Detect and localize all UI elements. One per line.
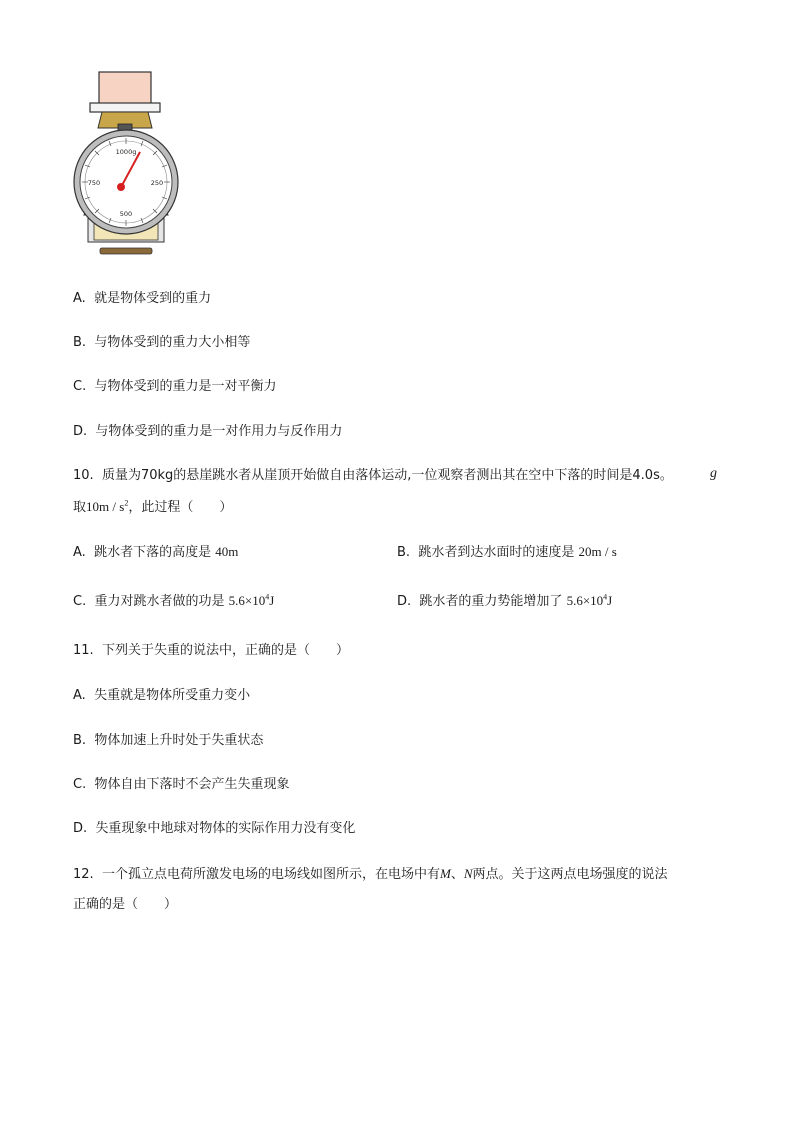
- q11-option-a: [73, 687, 250, 705]
- q9-option-d-text: 与物体受到的重力是一对作用力与反作用力: [95, 424, 343, 439]
- q9-option-d: [73, 423, 342, 441]
- q12-stem-line1: [73, 865, 668, 884]
- q10-option-d-value: 5.6×10: [566, 593, 604, 608]
- q10-option-d-unit: J: [607, 593, 613, 608]
- q9-option-a-text: 就是物体受到的重力: [94, 291, 212, 306]
- q10-option-c-text: 重力对跳水者做的功是: [94, 594, 225, 609]
- q9-option-c-text: 与物体受到的重力是一对平衡力: [94, 379, 277, 394]
- q10-stem-line1: [73, 467, 673, 485]
- q11-option-b-letter: B.: [73, 733, 87, 748]
- q9-option-c-letter: C.: [73, 379, 87, 394]
- q10-option-c-unit: J: [269, 593, 275, 608]
- dial-label-1000g: 1000g: [115, 148, 137, 156]
- q10-stem-line2: [73, 498, 232, 517]
- q10-option-d-text: 跳水者的重力势能增加了: [419, 594, 563, 609]
- q10-stem-prefix: 取: [73, 500, 87, 515]
- q9-option-b-letter: B.: [73, 335, 87, 350]
- q10-option-a-text: 跳水者下落的高度是: [94, 545, 212, 560]
- q10-option-b-letter: B.: [397, 545, 411, 560]
- q11-option-d: [73, 820, 355, 838]
- q10-option-d-sup: 4: [603, 592, 608, 602]
- q12-point-m: M: [439, 866, 451, 881]
- dial-label-250: 250: [150, 179, 164, 187]
- q12-stem-part1: 一个孤立点电荷所激发电场的电场线如图所示，在电场中有: [101, 867, 440, 882]
- q11-option-a-letter: A.: [73, 688, 86, 703]
- q12-stem-line2-text: 正确的是（ ）: [73, 897, 178, 912]
- q11-option-c-text: 物体自由下落时不会产生失重现象: [94, 777, 290, 792]
- q9-option-b: [73, 334, 250, 352]
- q9-option-a: [73, 290, 211, 308]
- q10-stem-suffix: ，此过程（ ）: [128, 500, 233, 515]
- q10-option-c: [73, 592, 274, 611]
- q9-option-c: [73, 378, 277, 396]
- q11-option-b: [73, 732, 263, 750]
- q10-option-a: [73, 543, 238, 562]
- q10-number: 10.: [73, 468, 94, 483]
- q10-g-value: 10m / s: [86, 499, 125, 514]
- q10-g-symbol: g: [710, 466, 717, 481]
- q12-stem-part2: 两点。关于这两点电场强度的说法: [472, 867, 668, 882]
- q12-number: 12.: [73, 867, 94, 882]
- spring-scale-illustration: [70, 70, 185, 260]
- q10-option-d: [397, 592, 612, 611]
- q11-stem-text: 下列关于失重的说法中，正确的是（ ）: [101, 643, 349, 658]
- q10-option-b: [397, 543, 617, 562]
- q10-option-d-letter: D.: [397, 594, 412, 609]
- q11-option-c: [73, 776, 290, 794]
- q11-option-d-text: 失重现象中地球对物体的实际作用力没有变化: [95, 821, 356, 836]
- q10-option-b-value: 20m / s: [578, 544, 617, 559]
- dial-label-750: 750: [87, 179, 101, 187]
- q10-g-sup: 2: [124, 498, 129, 508]
- dial-label-500: 500: [119, 210, 133, 218]
- q9-option-a-letter: A.: [73, 291, 86, 306]
- q11-option-c-letter: C.: [73, 777, 87, 792]
- q11-option-b-text: 物体加速上升时处于失重状态: [94, 733, 264, 748]
- q10-option-c-letter: C.: [73, 594, 87, 609]
- q11-option-a-text: 失重就是物体所受重力变小: [94, 688, 251, 703]
- q11-stem: [73, 642, 349, 660]
- q10-option-a-letter: A.: [73, 545, 86, 560]
- q12-stem-line2: [73, 896, 177, 914]
- q10-stem-text: 质量为70kg的悬崖跳水者从崖顶开始做自由落体运动,一位观察者测出其在空中下落的时间是4.0s。: [101, 468, 673, 483]
- q12-separator: 、: [450, 867, 464, 882]
- q10-option-b-text: 跳水者到达水面时的速度是: [418, 545, 575, 560]
- q10-option-a-value: 40m: [215, 544, 239, 559]
- scale-figure: [70, 70, 185, 260]
- q11-number: 11.: [73, 643, 94, 658]
- q12-point-n: N: [463, 866, 473, 881]
- q10-option-c-sup: 4: [265, 592, 270, 602]
- q11-option-d-letter: D.: [73, 821, 88, 836]
- q9-option-d-letter: D.: [73, 424, 88, 439]
- q9-option-b-text: 与物体受到的重力大小相等: [94, 335, 251, 350]
- q10-option-c-value: 5.6×10: [228, 593, 266, 608]
